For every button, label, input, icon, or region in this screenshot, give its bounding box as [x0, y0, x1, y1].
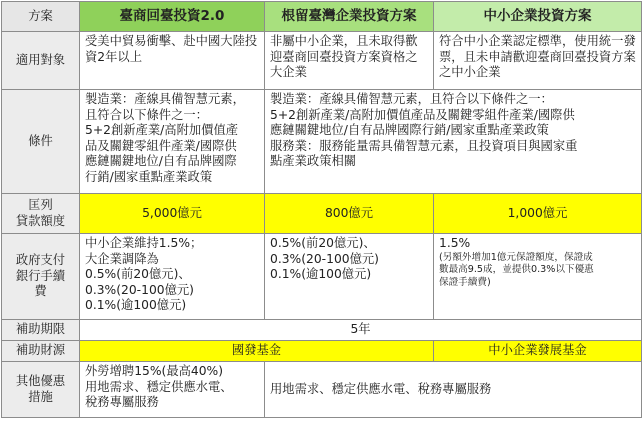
other-col1-line: 外勞增聘15%(最高40%): [85, 364, 224, 378]
header-sme-investment: 中小企業投資方案: [434, 2, 642, 32]
other-label: [2, 362, 80, 418]
loan-label-line: 貸款額度: [15, 213, 66, 228]
header-taishang-return-2: 臺商回臺投資2.0: [80, 2, 265, 32]
fee-col1-line: 0.5%(前20億元)、: [85, 267, 191, 281]
fee-col2: [265, 234, 434, 320]
conditions-col1-line: 製造業：產線具備智慧元素，: [85, 92, 245, 106]
applicable-col3: 符合中小企業認定標準，使用統一發票，且未申請歡迎臺商回臺投資方案之中小企業: [434, 32, 642, 90]
other-col1-line: 稅務專屬服務: [85, 395, 159, 409]
conditions-col1-line: 品及關鍵零組件產業/國際供: [85, 138, 237, 153]
conditions-col23-line: 服務業：服務能量需具備智慧元素，且投資項目與國家重: [270, 138, 578, 153]
funding-col3: 中小企業發展基金: [434, 341, 642, 362]
other-col23: 用地需求、穩定供應水電、稅務專屬服務: [265, 362, 642, 418]
loan-col2: 800億元: [265, 194, 434, 234]
fee-col1-line: 0.3%(20-100億元): [85, 282, 194, 297]
fee-col2-line: 0.1%(逾100億元): [270, 267, 372, 281]
fee-label-line: 費: [34, 284, 47, 299]
other-label-line: 其他優惠: [15, 374, 66, 388]
loan-row: [2, 194, 642, 234]
fee-label-line: 銀行手續: [15, 268, 66, 283]
conditions-col23-line: 應鏈關鍵地位/自有品牌國際行銷/國家重點產業政策: [270, 123, 549, 137]
fee-col1-line: 大企業調降為: [85, 251, 159, 266]
funding-row: [2, 341, 642, 362]
fee-col2-line: 0.5%(前20億元)、: [270, 236, 376, 250]
loan-label-line: 匡列: [28, 198, 53, 212]
fee-col1: [80, 234, 265, 320]
funding-label: 補助財源: [2, 341, 80, 362]
conditions-col1-line: 行銷/國家重點產業政策: [85, 169, 213, 184]
period-row: [2, 320, 642, 341]
conditions-col23-line: 點產業政策相關: [270, 154, 357, 168]
loan-col1: 5,000億元: [80, 194, 265, 234]
period-value: 5年: [80, 320, 642, 341]
conditions-col1-line: 應鏈關鍵地位/自有品牌國際: [85, 154, 237, 168]
applicable-col1: 受美中貿易衝擊、赴中國大陸投資2年以上: [80, 32, 265, 90]
header-row: [2, 2, 642, 32]
conditions-col23-line: 5+2創新產業/高附加價值產品及關鍵零組件產業/國際供: [270, 107, 575, 122]
fee-col3-note-line: 保證手續費): [439, 276, 491, 288]
fee-col1-line: 0.1%(逾100億元): [85, 298, 187, 312]
fee-col3-main: 1.5%: [439, 236, 471, 250]
applicable-col2: 非屬中小企業，且未取得歡迎臺商回臺投資方案資格之大企業: [265, 32, 434, 90]
other-col1-line: 用地需求、穩定供應水電、: [85, 379, 233, 394]
header-rooted-taiwan: 根留臺灣企業投資方案: [265, 2, 434, 32]
conditions-col1-line: 5+2創新產業/高附加價值產: [85, 123, 239, 137]
fee-col3-note-line: 數最高9.5成，並提供0.3%以下優惠: [439, 264, 594, 275]
loan-label: [2, 194, 80, 234]
other-col1: [80, 362, 265, 418]
fee-col2-line: 0.3%(20-100億元): [270, 251, 379, 266]
other-label-line: 措施: [28, 389, 53, 404]
fee-col1-line: 中小企業維持1.5%；: [85, 236, 203, 250]
applicable-row: [2, 32, 642, 90]
fee-col3-note-line: (另額外增加1億元保證額度，保證成: [439, 251, 593, 263]
period-label: 補助期限: [2, 320, 80, 341]
header-plan-label: 方案: [2, 2, 80, 32]
fee-row: [2, 234, 642, 320]
funding-col12: 國發基金: [80, 341, 434, 362]
conditions-col23: [265, 90, 642, 194]
other-row: [2, 362, 642, 418]
loan-col3: 1,000億元: [434, 194, 642, 234]
investment-plan-comparison-table: [1, 1, 642, 418]
applicable-label: 適用對象: [2, 32, 80, 90]
conditions-row: [2, 90, 642, 194]
fee-label-line: 政府支付: [15, 253, 66, 268]
conditions-col1-line: 且符合以下條件之一：: [85, 107, 208, 122]
conditions-col1: [80, 90, 265, 194]
conditions-label: 條件: [2, 90, 80, 194]
fee-label: [2, 234, 80, 320]
fee-col3: [434, 234, 642, 320]
conditions-col23-line: 製造業：產線具備智慧元素，且符合以下條件之一：: [270, 92, 553, 106]
